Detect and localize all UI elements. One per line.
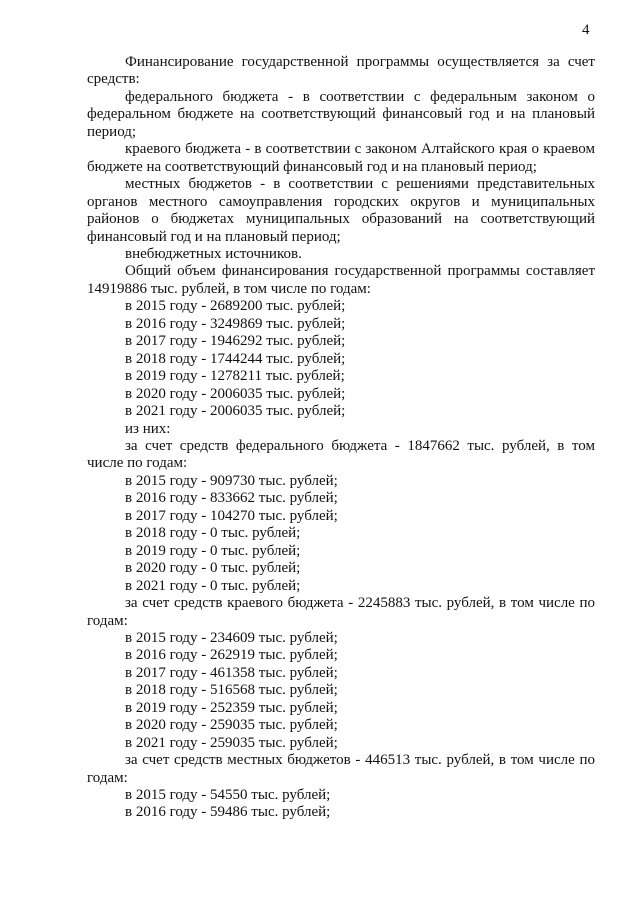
list-line: в 2019 году - 1278211 тыс. рублей;	[125, 368, 345, 385]
paragraph: Финансирование государственной программы осуществляется за счет средств:	[87, 54, 595, 88]
list-line: в 2019 году - 252359 тыс. рублей;	[125, 699, 338, 716]
list-line: в 2016 году - 3249869 тыс. рублей;	[125, 315, 346, 332]
paragraph: Общий объем финансирования государственной программы составляет 14919886 тыс. рублей, в том числе по годам:	[87, 263, 595, 297]
list-line: в 2020 году - 2006035 тыс. рублей;	[125, 385, 346, 402]
list-line: в 2015 году - 234609 тыс. рублей;	[125, 629, 338, 646]
list-line: в 2016 году - 262919 тыс. рублей;	[125, 647, 338, 664]
list-line: в 2015 году - 2689200 тыс. рублей;	[125, 298, 346, 315]
list-line: в 2018 году - 516568 тыс. рублей;	[125, 682, 338, 699]
list-line: в 2020 году - 259035 тыс. рублей;	[125, 717, 338, 734]
list-line: в 2019 году - 0 тыс. рублей;	[125, 542, 301, 559]
list-line: из них:	[125, 420, 171, 437]
list-line: в 2018 году - 0 тыс. рублей;	[125, 525, 301, 542]
list-line: в 2020 году - 0 тыс. рублей;	[125, 560, 301, 577]
list-line: внебюджетных источников.	[125, 245, 302, 262]
list-line: в 2021 году - 259035 тыс. рублей;	[125, 734, 338, 751]
list-line: в 2017 году - 461358 тыс. рублей;	[125, 664, 338, 681]
document-body	[87, 54, 595, 822]
list-line: в 2021 году - 2006035 тыс. рублей;	[125, 403, 346, 420]
list-line: в 2017 году - 1946292 тыс. рублей;	[125, 333, 346, 350]
list-line: в 2018 году - 1744244 тыс. рублей;	[125, 350, 346, 367]
paragraph: за счет средств краевого бюджета - 2245883 тыс. рублей, в том числе по годам:	[87, 595, 595, 629]
paragraph: федерального бюджета - в соответствии с федеральным законом о федеральном бюджете на соответствующий финансовый год и на плановый период;	[87, 88, 595, 140]
paragraph: краевого бюджета - в соответствии с законом Алтайского края о краевом бюджете на соответствующий финансовый год и на плановый период;	[87, 141, 595, 175]
list-line: в 2021 году - 0 тыс. рублей;	[125, 577, 301, 594]
list-line: в 2015 году - 54550 тыс. рублей;	[125, 787, 331, 804]
list-line: в 2016 году - 833662 тыс. рублей;	[125, 490, 338, 507]
paragraph: за счет средств местных бюджетов - 446513 тыс. рублей, в том числе по годам:	[87, 752, 595, 786]
list-line: в 2016 году - 59486 тыс. рублей;	[125, 804, 331, 821]
paragraph: за счет средств федерального бюджета - 1847662 тыс. рублей, в том числе по годам:	[87, 437, 595, 472]
paragraph: местных бюджетов - в соответствии с решениями представительных органов местного самоуправления городских округов и муниципальных районов о бюджетах муниципальных образований на соответствующий финансовый год и на плановый период;	[87, 176, 595, 245]
list-line: в 2017 году - 104270 тыс. рублей;	[125, 507, 338, 524]
page-number: 4	[582, 22, 590, 38]
list-line: в 2015 году - 909730 тыс. рублей;	[125, 472, 338, 489]
